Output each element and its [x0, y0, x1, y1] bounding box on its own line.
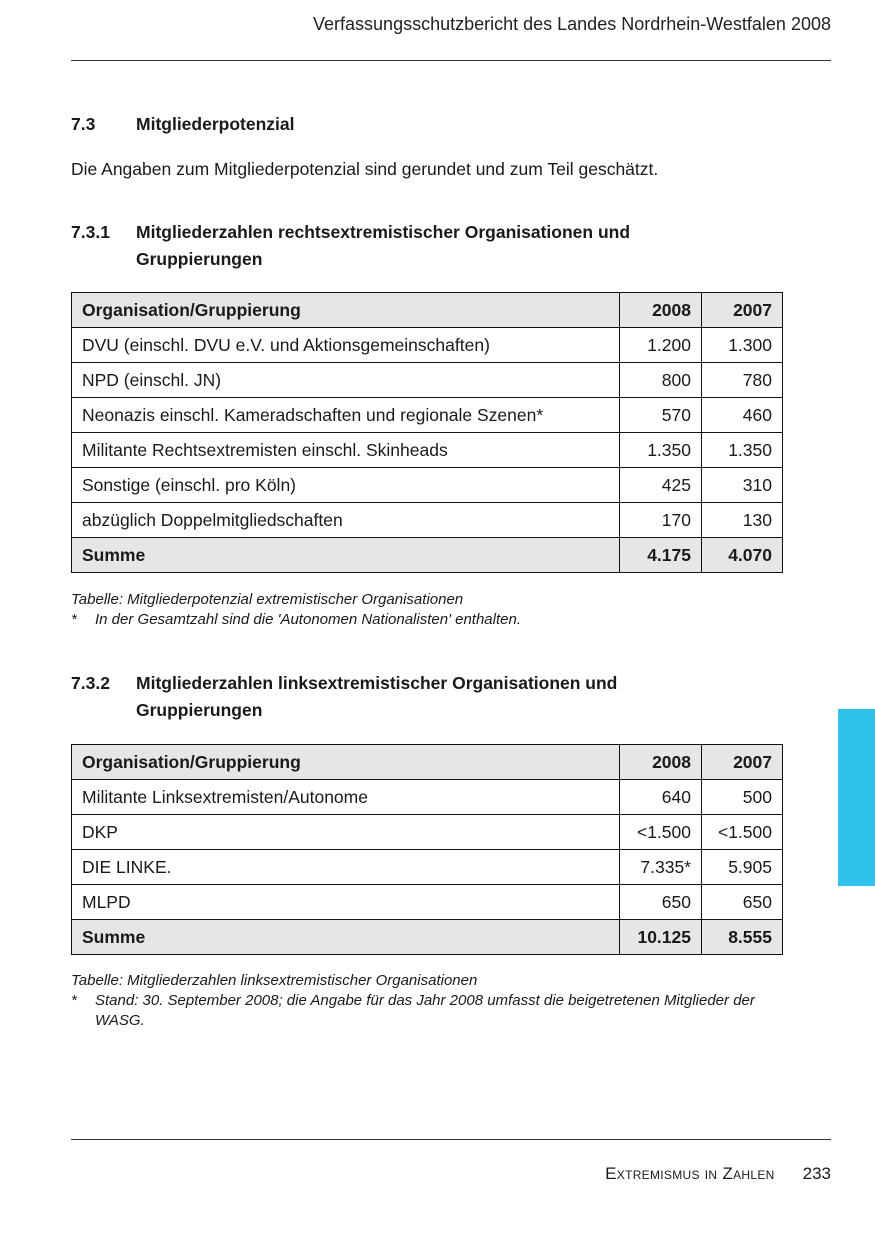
value-2008-cell: 570	[620, 398, 702, 433]
header-rule	[71, 60, 831, 61]
value-2008-cell: 650	[620, 885, 702, 920]
intro-paragraph: Die Angaben zum Mitgliederpotenzial sind gerundet und zum Teil geschätzt.	[71, 159, 659, 179]
value-2008-cell: 7.335*	[620, 850, 702, 885]
table-header-row	[72, 745, 783, 780]
table-row	[72, 398, 783, 433]
table-row	[72, 363, 783, 398]
value-2008-cell: 800	[620, 363, 702, 398]
section-title: Mitgliederpotenzial	[136, 114, 295, 134]
footnote	[71, 610, 771, 630]
table-caption: Tabelle: Mitgliederpotenzial extremistischer Organisationen	[71, 591, 464, 608]
sum-2008-cell: 10.125	[620, 920, 702, 955]
value-2008-cell: <1.500	[620, 815, 702, 850]
table-caption-block	[71, 590, 771, 630]
column-header: 2007	[702, 293, 783, 328]
table-sum-row	[72, 920, 783, 955]
chapter-tab-marker	[838, 709, 875, 886]
table-row	[72, 503, 783, 538]
section-number: 7.3	[71, 114, 96, 134]
org-name-cell: Militante Linksextremisten/Autonome	[72, 780, 620, 815]
value-2007-cell: 130	[702, 503, 783, 538]
left-extremist-table	[71, 744, 783, 955]
org-name-cell: DVU (einschl. DVU e.V. und Aktionsgemeinschaften)	[72, 328, 620, 363]
column-header: 2008	[620, 293, 702, 328]
column-header: 2008	[620, 745, 702, 780]
page-number: 233	[802, 1164, 831, 1183]
footnote-marker: *	[71, 611, 77, 628]
table-row	[72, 468, 783, 503]
value-2007-cell: 780	[702, 363, 783, 398]
table-row	[72, 885, 783, 920]
sum-label-cell: Summe	[72, 920, 620, 955]
value-2007-cell: 5.905	[702, 850, 783, 885]
table-row	[72, 433, 783, 468]
value-2008-cell: 425	[620, 468, 702, 503]
value-2008-cell: 1.350	[620, 433, 702, 468]
value-2008-cell: 170	[620, 503, 702, 538]
org-name-cell: abzüglich Doppelmitgliedschaften	[72, 503, 620, 538]
table-row	[72, 780, 783, 815]
section-heading-7-3-1	[71, 219, 711, 273]
value-2007-cell: 310	[702, 468, 783, 503]
value-2007-cell: 1.300	[702, 328, 783, 363]
org-name-cell: DKP	[72, 815, 620, 850]
page-footer	[605, 1164, 831, 1184]
value-2007-cell: 650	[702, 885, 783, 920]
section-heading-7-3	[71, 111, 711, 138]
sum-2007-cell: 8.555	[702, 920, 783, 955]
footer-rule	[71, 1139, 831, 1140]
value-2007-cell: 500	[702, 780, 783, 815]
table-row	[72, 850, 783, 885]
sum-2008-cell: 4.175	[620, 538, 702, 573]
footnote-text: In der Gesamtzahl sind die 'Autonomen Nationalisten' enthalten.	[95, 611, 521, 628]
org-name-cell: DIE LINKE.	[72, 850, 620, 885]
table-row	[72, 328, 783, 363]
section-heading-7-3-2	[71, 670, 711, 724]
value-2007-cell: 460	[702, 398, 783, 433]
column-header: Organisation/Gruppierung	[72, 745, 620, 780]
section-title: Mitgliederzahlen rechtsextremistischer Organisationen und Gruppierungen	[136, 222, 631, 269]
value-2008-cell: 1.200	[620, 328, 702, 363]
org-name-cell: MLPD	[72, 885, 620, 920]
section-number: 7.3.1	[71, 222, 110, 242]
org-name-cell: NPD (einschl. JN)	[72, 363, 620, 398]
sum-2007-cell: 4.070	[702, 538, 783, 573]
value-2008-cell: 640	[620, 780, 702, 815]
table-row	[72, 815, 783, 850]
table-caption-block	[71, 971, 771, 1031]
section-title: Mitgliederzahlen linksextremistischer Organisationen und Gruppierungen	[136, 673, 618, 720]
running-header: Verfassungsschutzbericht des Landes Nordrhein-Westfalen 2008	[313, 14, 831, 34]
value-2007-cell: 1.350	[702, 433, 783, 468]
column-header: Organisation/Gruppierung	[72, 293, 620, 328]
org-name-cell: Neonazis einschl. Kameradschaften und regionale Szenen*	[72, 398, 620, 433]
footer-section-title: Extremismus in Zahlen	[605, 1164, 775, 1183]
right-extremist-table	[71, 292, 783, 573]
table-caption: Tabelle: Mitgliederzahlen linksextremistischer Organisationen	[71, 972, 478, 989]
org-name-cell: Sonstige (einschl. pro Köln)	[72, 468, 620, 503]
footnote	[71, 991, 771, 1031]
footnote-marker: *	[71, 992, 77, 1009]
sum-label-cell: Summe	[72, 538, 620, 573]
table-sum-row	[72, 538, 783, 573]
table-header-row	[72, 293, 783, 328]
column-header: 2007	[702, 745, 783, 780]
value-2007-cell: <1.500	[702, 815, 783, 850]
footnote-text: Stand: 30. September 2008; die Angabe für das Jahr 2008 umfasst die beigetretenen Mitglieder der WASG.	[95, 992, 755, 1029]
section-number: 7.3.2	[71, 673, 110, 693]
org-name-cell: Militante Rechtsextremisten einschl. Skinheads	[72, 433, 620, 468]
